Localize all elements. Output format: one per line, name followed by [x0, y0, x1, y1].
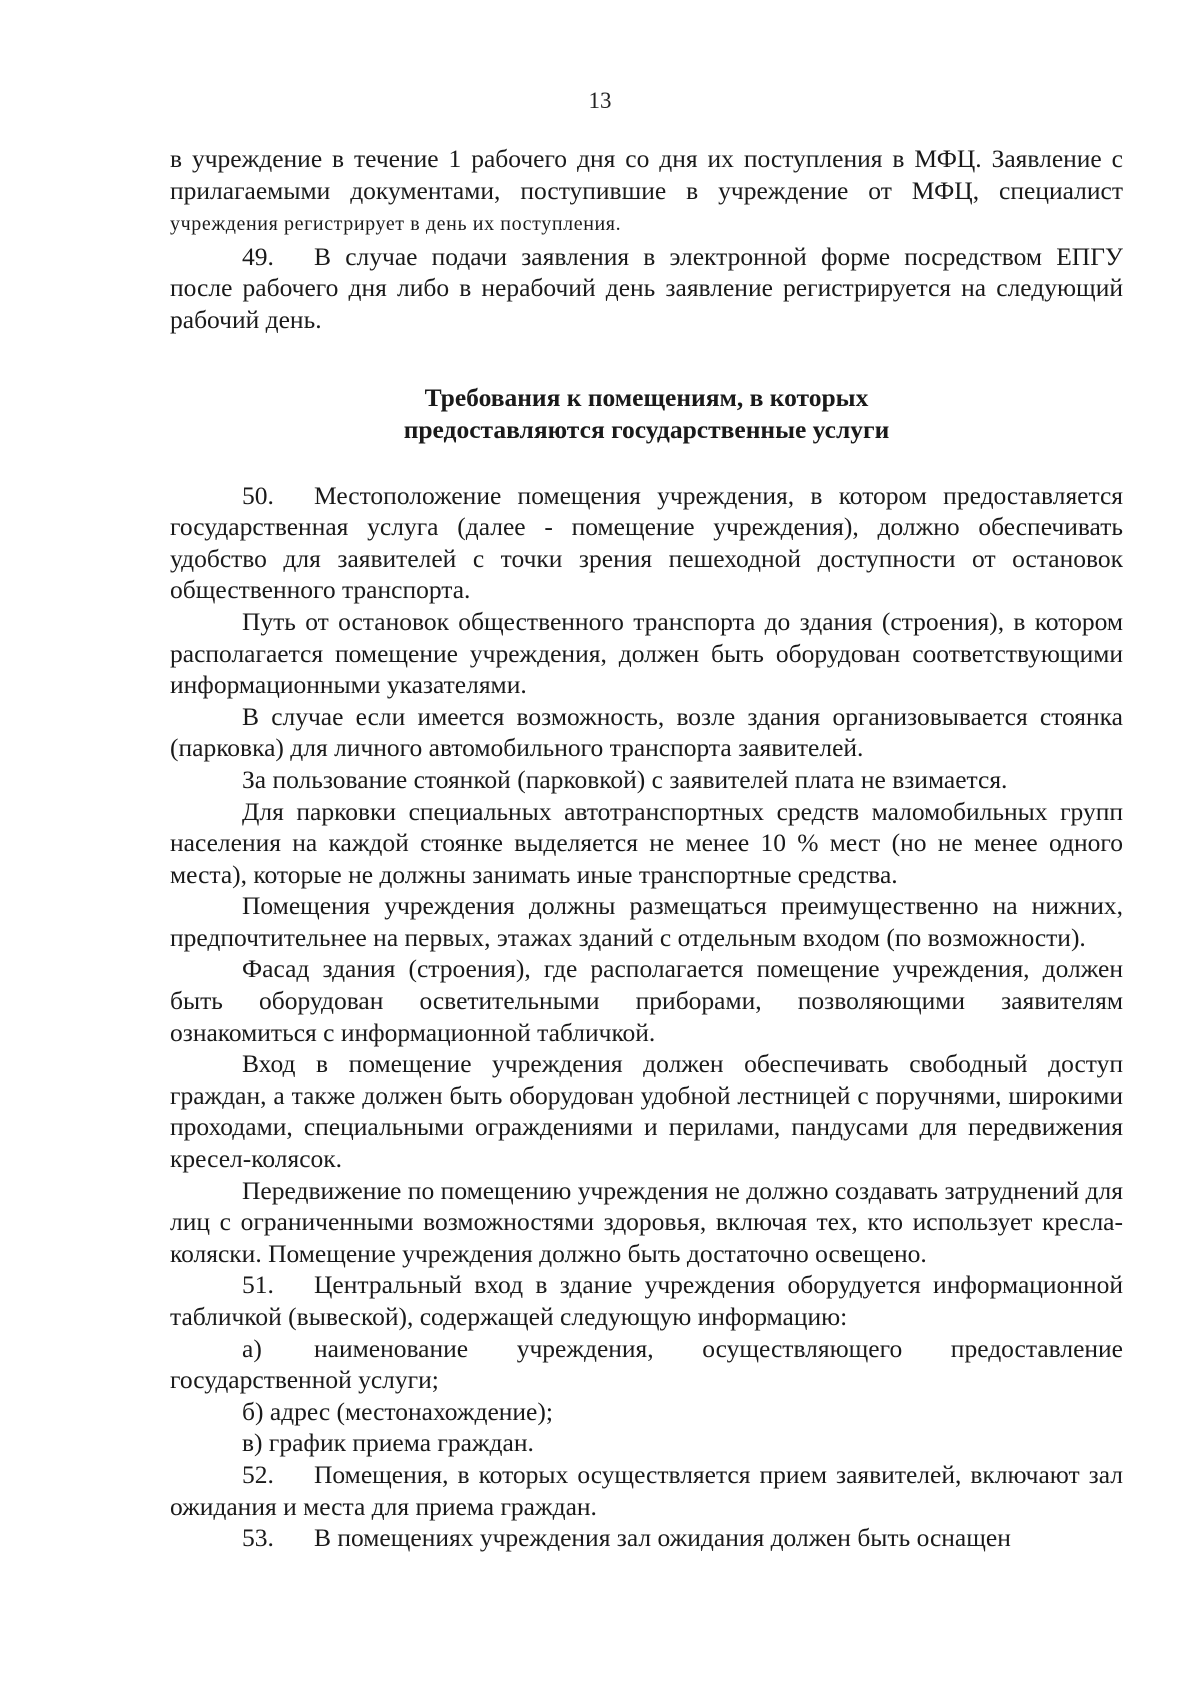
paragraph-49-text: В случае подачи заявления в электронной форме посредством ЕПГУ после рабочего дня либо в нерабочий день заявление регистрируется на следующий рабочий день.: [170, 241, 1123, 334]
paragraph-intro-tail: учреждения регистрирует в день их поступления.: [170, 213, 622, 236]
paragraph-50-number: 50.: [242, 480, 274, 510]
paragraph-intro-text: в учреждение в течение 1 рабочего дня со дня их поступления в МФЦ. Заявление с прилагаемыми документами, поступившие в учреждение от МФЦ, специалист: [170, 144, 1123, 205]
paragraph-52-text: Помещения, в которых осуществляется прием заявителей, включают зал ожидания и места для приема граждан.: [170, 1459, 1123, 1521]
paragraph-intro: [170, 143, 1123, 241]
paragraph-49-number: 49.: [242, 241, 274, 271]
paragraph-50-facade: Фасад здания (строения), где располагается помещение учреждения, должен быть оборудован осветительными приборами, позволяющими заявителям ознакомиться с информационной табличкой.: [170, 954, 1123, 1047]
section-heading: [170, 382, 1123, 446]
paragraph-50-path: Путь от остановок общественного транспорта до здания (строения), в котором располагается помещение учреждения, должен быть оборудован соответствующими информационными указателями.: [170, 606, 1123, 700]
paragraph-50-entrance: Вход в помещение учреждения должен обеспечивать свободный доступ граждан, а также должен быть оборудован удобной лестницей с поручнями, широкими проходами, специальными ограждениями и перилами, пандусами для передвижения кресел-колясок.: [170, 1049, 1123, 1174]
paragraph-50-special-parking: Для парковки специальных автотранспортных средств маломобильных групп населения на каждой стоянке выделяется не менее 10 % мест (но не менее одного места), которые не должны занимать иные транспортные средства.: [170, 796, 1123, 889]
document-body: [170, 143, 1123, 1554]
section-heading-line-1: Требования к помещениям, в которых: [424, 382, 869, 412]
paragraph-52: [170, 1459, 1123, 1522]
paragraph-53-number: 53.: [242, 1523, 274, 1553]
paragraph-51-item-b: б) адрес (местонахождение);: [242, 1396, 553, 1426]
paragraph-50-text: Местоположение помещения учреждения, в котором предоставляется государственная услуга (далее - помещение учреждения), должно обеспечивать удобство для заявителей с точки зрения пешеходной доступности от остановок общественного транспорта.: [170, 480, 1123, 605]
paragraph-51-item-c: в) график приема граждан.: [242, 1428, 534, 1458]
paragraph-52-number: 52.: [242, 1459, 274, 1489]
paragraph-51-text: Центральный вход в здание учреждения оборудуется информационной табличкой (вывеской), содержащей следующую информацию:: [170, 1270, 1123, 1331]
paragraph-50-fee: За пользование стоянкой (парковкой) с заявителей плата не взимается.: [242, 764, 1008, 794]
paragraph-51-item-a: [170, 1333, 1123, 1396]
paragraph-50-floors: Помещения учреждения должны размещаться преимущественно на нижних, предпочтительнее на первых, этажах зданий с отдельным входом (по возможности).: [170, 891, 1123, 952]
paragraph-53: [170, 1522, 1123, 1554]
paragraph-51-item-a-text: наименование учреждения, осуществляющего предоставление государственной услуги;: [170, 1333, 1123, 1395]
paragraph-53-text: В помещениях учреждения зал ожидания должен быть оснащен: [314, 1523, 1011, 1553]
paragraph-51: [170, 1269, 1123, 1332]
section-heading-line-2: предоставляются государственные услуги: [403, 414, 890, 444]
paragraph-50: [170, 480, 1123, 606]
paragraph-51-number: 51.: [242, 1270, 274, 1300]
paragraph-51-item-a-letter: а): [242, 1333, 262, 1363]
page-number: 13: [588, 88, 612, 113]
paragraph-49: [170, 241, 1123, 336]
paragraph-50-movement: Передвижение по помещению учреждения не должно создавать затруднений для лиц с ограниченными возможностями здоровья, включая тех, кто использует кресла-коляски. Помещение учреждения должно быть достаточно освещено.: [170, 1175, 1123, 1268]
paragraph-50-parking: В случае если имеется возможность, возле здания организовывается стоянка (парковка) для личного автомобильного транспорта заявителей.: [170, 701, 1123, 763]
